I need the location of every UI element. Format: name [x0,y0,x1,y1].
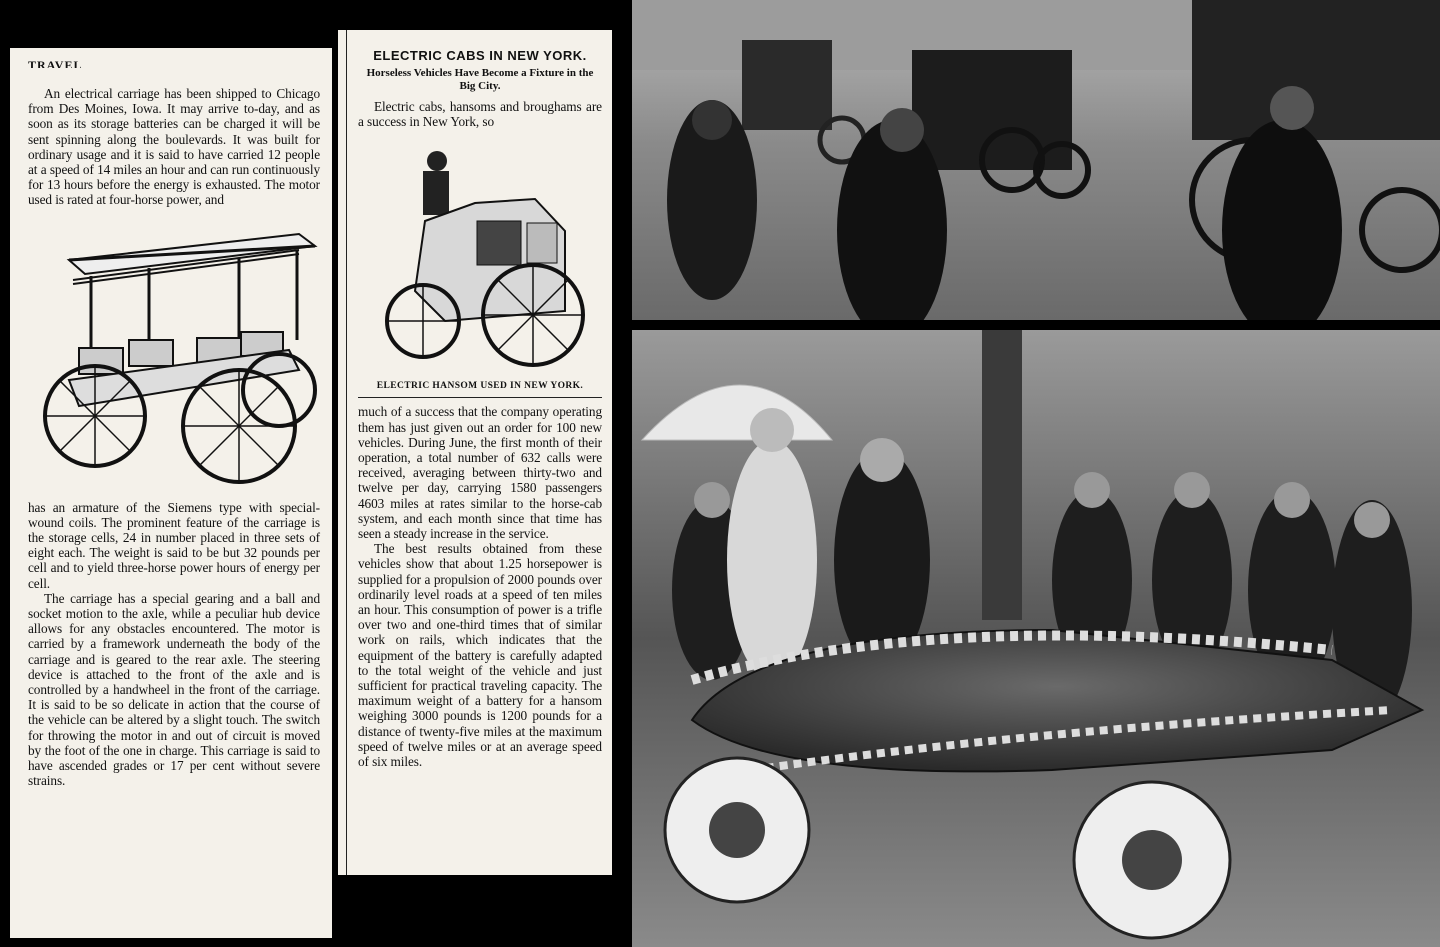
record-car-photo [632,330,1440,947]
cut-off-headline: TRAVEL [28,58,83,68]
body-paragraph-1: much of a success that the company operating them has just given out an order for 100 new vehicles. During June, the first month of their operation, a total number of 632 calls were received, averaging between thirty-two and twelve per day, carrying 1580 passengers 4603 miles at rates similar to the horse-cab system, and each month since that time has seen a steady increase in the service. [358,404,602,542]
article-paragraph-2: has an armature of the Siemens type with special-wound coils. The prominent feature of the carriage is the storage cells, 24 in number placed in three sets of eight each. The weight is said to be but 32 pounds per cell and to yield three-horse power hours of energy per cell. [28,499,320,591]
column-rule [346,30,347,875]
clipping-electric-cabs [338,30,612,875]
carriage-illustration [29,220,319,490]
lead-paragraph: Electric cabs, hansoms and broughams are a success in New York, so [358,99,602,130]
article-paragraph-1: An electrical carriage has been shipped to Chicago from Des Moines, Iowa. It may arrive to-day, and as soon as its storage batteries can be charged it will be sent spinning along the boulevards. It was built for ordinary usage and it is said to have carried 12 people at a speed of 14 miles an hour and can run continuously for 13 hours before the energy is exhausted. The motor used is rated at four-horse power, and [28,86,320,208]
article-paragraph-3: The carriage has a special gearing and a ball and socket motion to the axle, while a peculiar hub device allows for any obstacles encountered. The motor is carried by a framework underneath the body of the carriage and is geared to the rear axle. The steering device is attached to the front of the axle and is controlled by a handwheel in the front of the carriage. It is said to be so delicate in action that the course of the vehicle can be altered by a slight touch. The switch for throwing the motor in and out of circuit is moved by the foot of the one in charge. This carriage is said to have ascended grades or 17 per cent without severe strains. [28,590,320,789]
street-scene-image [632,0,1440,320]
hansom-cab-illustration [365,141,595,371]
subheadline: Horseless Vehicles Have Become a Fixture in the Big City. [366,67,594,92]
headline: ELECTRIC CABS IN NEW YORK. [373,48,587,63]
divider [358,397,602,398]
body-paragraph-2: The best results obtained from these vehicles show that about 1.25 horsepower is supplied for a propulsion of 2000 pounds over ordinarily level roads at a speed of ten miles an hour. This consumption of power is a trifle over two and one-third times that of similar work on rails, which indicates that the equipment of the battery is carefully adapted to the total weight of the vehicle and just sufficient for practical traveling capacity. The maximum weight of a battery for a hansom weighing 3000 pounds is 1200 pounds for a distance of twenty-five miles at the maximum speed of twelve miles or at an average speed of six miles. [358,541,602,770]
record-car-image [632,330,1440,947]
clipping-electric-carriage [10,48,332,938]
street-scene-photo [632,0,1440,320]
illustration-caption: ELECTRIC HANSOM USED IN NEW YORK. [376,381,584,392]
